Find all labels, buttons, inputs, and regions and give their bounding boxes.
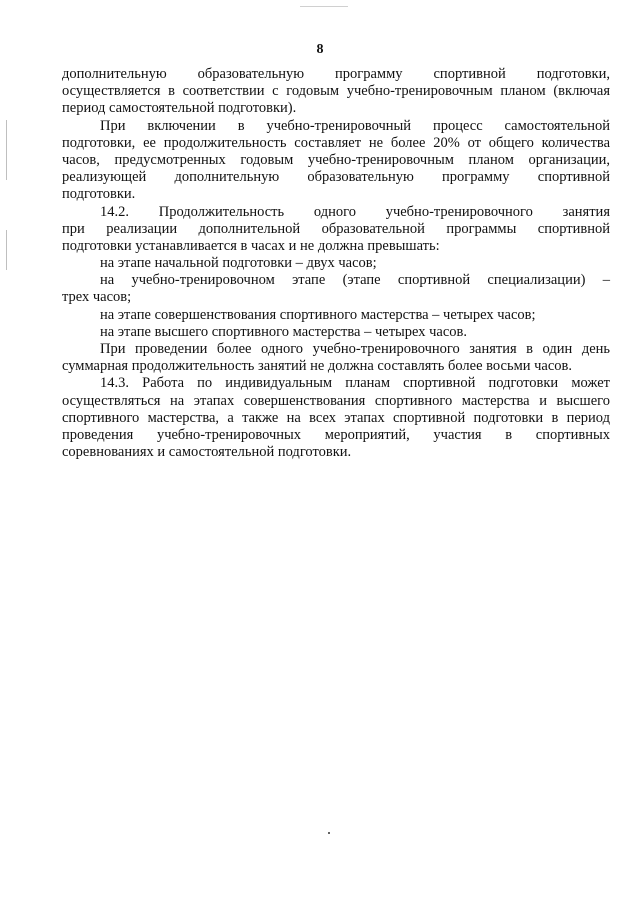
text-line: осуществляться на этапах совершенствования спортивного мастерства и высшего bbox=[62, 392, 610, 409]
text-line: часов, предусмотренных годовым учебно-тренировочным планом организации, bbox=[62, 151, 610, 168]
body-text bbox=[62, 66, 610, 461]
text-line: при реализации дополнительной образовательной программы спортивной bbox=[62, 220, 610, 237]
text-line: на этапе начальной подготовки – двух часов; bbox=[100, 255, 377, 272]
text-line: подготовки устанавливается в часах и не должна превышать: bbox=[62, 237, 440, 254]
text-line: проведения учебно-тренировочных мероприятий, участия в спортивных bbox=[62, 426, 610, 443]
text-line: подготовки. bbox=[62, 186, 136, 203]
scan-dot bbox=[328, 832, 330, 834]
text-line: 14.3. Работа по индивидуальным планам спортивной подготовки может bbox=[100, 375, 610, 392]
text-line: дополнительную образовательную программу спортивной подготовки, bbox=[62, 66, 610, 82]
text-line: подготовки, ее продолжительность составляет не более 20% от общего количества bbox=[62, 134, 610, 151]
text-line: осуществляется в соответствии с годовым учебно-тренировочным планом (включая bbox=[62, 83, 610, 100]
text-line: трех часов; bbox=[62, 289, 132, 306]
text-line: на этапе совершенствования спортивного мастерства – четырех часов; bbox=[100, 306, 536, 323]
text-line: на учебно-тренировочном этапе (этапе спортивной специализации) – bbox=[100, 272, 610, 289]
text-line: соревнованиях и самостоятельной подготовки. bbox=[62, 444, 352, 461]
text-line: 14.2. Продолжительность одного учебно-тренировочного занятия bbox=[100, 203, 610, 220]
page-number: 8 bbox=[316, 42, 324, 57]
text-line: реализующей дополнительную образовательную программу спортивной bbox=[62, 169, 610, 186]
text-line: При включении в учебно-тренировочный процесс самостоятельной bbox=[100, 117, 610, 134]
text-line: При проведении более одного учебно-тренировочного занятия в один день bbox=[100, 341, 610, 357]
text-line: суммарная продолжительность занятий не должна составлять более восьми часов. bbox=[62, 358, 573, 375]
scan-margin-mark bbox=[6, 120, 7, 180]
text-line: спортивного мастерства, а также на всех этапах спортивной подготовки в период bbox=[62, 409, 610, 426]
text-line: период самостоятельной подготовки). bbox=[62, 100, 297, 117]
scan-edge-mark bbox=[300, 6, 348, 7]
scan-margin-mark bbox=[6, 230, 7, 270]
text-line: на этапе высшего спортивного мастерства – четырех часов. bbox=[100, 323, 468, 340]
